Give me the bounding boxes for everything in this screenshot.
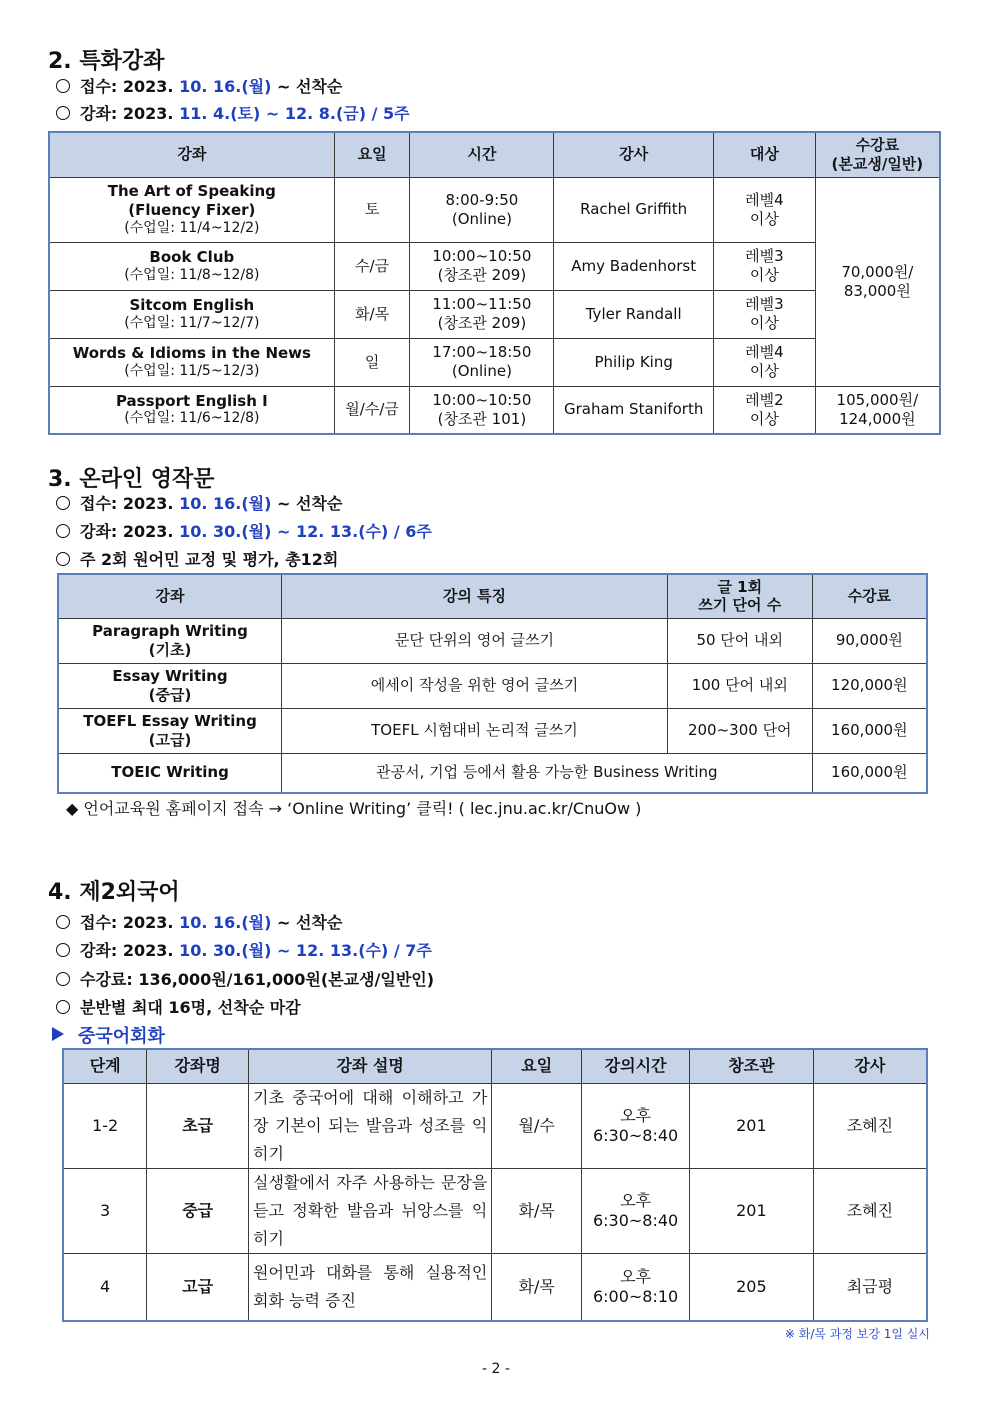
- page-number: - 2 -: [482, 1361, 510, 1377]
- fee: 120,000원: [812, 663, 927, 708]
- day: 수/금: [334, 242, 410, 290]
- fee-general: 83,000원: [843, 281, 911, 300]
- day: 화/목: [492, 1168, 582, 1253]
- level-sub: 이상: [749, 314, 779, 332]
- description: 관공서, 기업 등에서 활용 가능한 Business Writing: [282, 753, 813, 793]
- table-row: [63, 1168, 927, 1253]
- triangle-bullet-icon: [52, 1027, 64, 1041]
- chinese-courses-table: [62, 1048, 928, 1322]
- date: 11. 4.(토) ~ 12. 8.(금) / 5주: [179, 104, 410, 123]
- header-teacher: 강사: [554, 132, 714, 177]
- table-row: [63, 1253, 927, 1321]
- sec4-registration: [56, 910, 342, 933]
- course-name: TOEFL Essay Writing: [83, 711, 257, 730]
- special-courses-table: [48, 131, 941, 435]
- sec3-extra: [56, 547, 338, 570]
- table-row: [58, 663, 927, 708]
- time-period: 오후: [620, 1190, 652, 1210]
- course-name: Words & Idioms in the News: [72, 343, 311, 362]
- footnote: ※ 화/목 과정 보강 1일 실시: [784, 1327, 930, 1341]
- circle-bullet-icon: [56, 524, 70, 538]
- fee-general: 124,000원: [839, 409, 916, 428]
- description: 기초 중국어에 대해 이해하고 가장 기본이 되는 발음과 성조를 익히기: [249, 1083, 492, 1168]
- level-sub: 이상: [749, 409, 779, 428]
- time: 10:00~10:50: [432, 391, 532, 409]
- fee: 105,000원/: [836, 391, 919, 409]
- label: 강좌: 2023.: [80, 104, 174, 123]
- level: 레벨2: [745, 391, 784, 409]
- description: 문단 단위의 영어 글쓰기: [282, 618, 668, 663]
- course-name: 초급: [147, 1083, 249, 1168]
- table-row: [63, 1083, 927, 1168]
- header-name: 강좌명: [147, 1049, 249, 1083]
- room: 205: [690, 1253, 814, 1321]
- level: 레벨4: [745, 190, 784, 209]
- header-line2: 쓰기 단어 수: [698, 596, 782, 615]
- sec3-registration: [56, 491, 342, 514]
- course-dates: (수업일: 11/7~12/7): [124, 314, 260, 331]
- label: 접수: 2023.: [80, 494, 174, 513]
- header-day: 요일: [492, 1049, 582, 1083]
- header-features: 강의 특징: [282, 574, 668, 618]
- level: 4: [63, 1253, 147, 1321]
- location: (창조관 209): [437, 314, 527, 332]
- label: 강좌: 2023.: [80, 522, 174, 541]
- header-time: 강의시간: [582, 1049, 690, 1083]
- word-count: 100 단어 내외: [667, 663, 812, 708]
- table-row: [49, 338, 940, 386]
- day: 월/수/금: [334, 386, 410, 434]
- course-name: Paragraph Writing: [92, 621, 248, 640]
- day: 토: [334, 177, 410, 242]
- time: 8:00-9:50: [445, 190, 519, 209]
- date: 10. 16.(월): [179, 77, 272, 96]
- course-name: TOEIC Writing: [58, 753, 282, 793]
- course-name: 고급: [147, 1253, 249, 1321]
- circle-bullet-icon: [56, 915, 70, 929]
- tail: ~ 선착순: [277, 913, 343, 932]
- room: 201: [690, 1168, 814, 1253]
- chinese-subtitle: 중국어회화: [78, 1026, 165, 1047]
- time-period: 오후: [620, 1266, 652, 1286]
- course-name: Book Club: [149, 247, 235, 266]
- header-description: 강좌 설명: [249, 1049, 492, 1083]
- teacher: Rachel Griffith: [554, 177, 714, 242]
- level: 레벨4: [745, 343, 784, 362]
- label: 강좌: 2023.: [80, 941, 174, 960]
- description: 에세이 작성을 위한 영어 글쓰기: [282, 663, 668, 708]
- level-sub: 이상: [749, 209, 779, 228]
- text: 주 2회 원어민 교정 및 평가, 총12회: [80, 550, 339, 569]
- circle-bullet-icon: [56, 1000, 70, 1014]
- header-fee: 수강료: [812, 574, 927, 618]
- header-line1: 글 1회: [717, 577, 763, 596]
- course-name-sub: (Fluency Fixer): [128, 200, 256, 219]
- course-dates: (수업일: 11/4~12/2): [124, 219, 260, 236]
- tail: ~ 선착순: [277, 77, 343, 96]
- time: 17:00~18:50: [432, 343, 532, 362]
- sec4-fee: [56, 967, 434, 990]
- text: 수강료: 136,000원/161,000원(본교생/일반인): [80, 970, 435, 989]
- location: (창조관 209): [437, 266, 527, 284]
- course-level: (고급): [148, 730, 192, 749]
- course-dates: (수업일: 11/6~12/8): [124, 410, 260, 427]
- header-fee: [815, 132, 940, 177]
- label: 접수: 2023.: [80, 77, 174, 96]
- header-course: 강좌: [58, 574, 282, 618]
- teacher: 조혜진: [813, 1083, 927, 1168]
- level-sub: 이상: [749, 266, 779, 284]
- section-3-title: 3. 온라인 영작문: [48, 467, 215, 492]
- word-count: 50 단어 내외: [667, 618, 812, 663]
- day: 일: [334, 338, 410, 386]
- sec2-registration: [56, 74, 342, 97]
- description: TOEFL 시험대비 논리적 글쓰기: [282, 708, 668, 753]
- header-course: 강좌: [49, 132, 334, 177]
- fee: 70,000원/: [841, 262, 914, 281]
- table-row: [58, 753, 927, 793]
- header-teacher: 강사: [813, 1049, 927, 1083]
- circle-bullet-icon: [56, 552, 70, 566]
- course-name: The Art of Speaking: [107, 182, 276, 200]
- teacher: 조혜진: [813, 1168, 927, 1253]
- course-name: Essay Writing: [112, 666, 228, 685]
- description: 실생활에서 자주 사용하는 문장을 듣고 정확한 발음과 뉘앙스를 익히기: [249, 1168, 492, 1253]
- time: 6:30~8:40: [592, 1210, 679, 1230]
- day: 월/수: [492, 1083, 582, 1168]
- course-name: Passport English Ⅰ: [115, 391, 268, 410]
- teacher: Tyler Randall: [554, 290, 714, 338]
- header-room: 창조관: [690, 1049, 814, 1083]
- circle-bullet-icon: [56, 106, 70, 120]
- table-row: [49, 290, 940, 338]
- label: 접수: 2023.: [80, 913, 174, 932]
- time: 10:00~10:50: [432, 247, 532, 266]
- time-period: 오후: [620, 1105, 652, 1125]
- teacher: Graham Staniforth: [554, 386, 714, 434]
- section-2-title: 2. 특화강좌: [48, 49, 165, 74]
- tail: ~ 선착순: [277, 494, 343, 513]
- description: 원어민과 대화를 통해 실용적인 회화 능력 증진: [249, 1253, 492, 1321]
- fee: 160,000원: [812, 708, 927, 753]
- teacher: Philip King: [554, 338, 714, 386]
- day: 화/목: [492, 1253, 582, 1321]
- level: 3: [63, 1168, 147, 1253]
- day: 화/목: [334, 290, 410, 338]
- section-4-title: 4. 제2외국어: [48, 880, 180, 905]
- sec2-course-period: [56, 101, 410, 124]
- table-row: [49, 386, 940, 434]
- header-day: 요일: [334, 132, 410, 177]
- course-dates: (수업일: 11/5~12/3): [124, 362, 260, 379]
- course-name: 중급: [147, 1168, 249, 1253]
- circle-bullet-icon: [56, 972, 70, 986]
- sec3-course-period: [56, 519, 432, 542]
- online-writing-note: ◆ 언어교육원 홈페이지 접속 → ‘Online Writing’ 클릭! ( lec.jnu.ac.kr/CnuOw ): [66, 799, 642, 818]
- date: 10. 16.(월): [179, 494, 272, 513]
- date: 10. 16.(월): [179, 913, 272, 932]
- time: 11:00~11:50: [432, 295, 532, 314]
- text: 분반별 최대 16명, 선착순 마감: [80, 998, 301, 1017]
- writing-courses-table: [57, 573, 928, 794]
- course-name: Sitcom English: [129, 295, 255, 314]
- teacher: 최금평: [813, 1253, 927, 1321]
- teacher: Amy Badenhorst: [554, 242, 714, 290]
- header-target: 대상: [714, 132, 816, 177]
- level-sub: 이상: [749, 362, 779, 380]
- time: 6:30~8:40: [592, 1125, 679, 1145]
- fee-sublabel: (본교생/일반): [831, 154, 924, 173]
- date: 10. 30.(월) ~ 12. 13.(수) / 7주: [179, 941, 432, 960]
- course-level: (중급): [148, 685, 192, 704]
- circle-bullet-icon: [56, 496, 70, 510]
- level: 레벨3: [745, 247, 784, 266]
- table-row: [49, 177, 940, 242]
- sec4-limit: [56, 995, 301, 1018]
- level: 레벨3: [745, 295, 784, 314]
- course-level: (기초): [148, 640, 192, 659]
- header-level: 단계: [63, 1049, 147, 1083]
- location: (Online): [451, 362, 512, 380]
- circle-bullet-icon: [56, 79, 70, 93]
- fee-label: 수강료: [855, 136, 900, 154]
- table-row: [58, 708, 927, 753]
- table-row: [49, 242, 940, 290]
- sec4-course-period: [56, 938, 432, 961]
- fee: 90,000원: [812, 618, 927, 663]
- time: 6:00~8:10: [592, 1286, 679, 1306]
- date: 10. 30.(월) ~ 12. 13.(수) / 6주: [179, 522, 432, 541]
- header-time: 시간: [410, 132, 554, 177]
- location: (창조관 101): [437, 409, 527, 428]
- header-word-count: [667, 574, 812, 618]
- word-count: 200~300 단어: [667, 708, 812, 753]
- fee: 160,000원: [812, 753, 927, 793]
- location: (Online): [451, 209, 512, 228]
- table-row: [58, 618, 927, 663]
- course-dates: (수업일: 11/8~12/8): [124, 266, 260, 283]
- level: 1-2: [63, 1083, 147, 1168]
- room: 201: [690, 1083, 814, 1168]
- circle-bullet-icon: [56, 943, 70, 957]
